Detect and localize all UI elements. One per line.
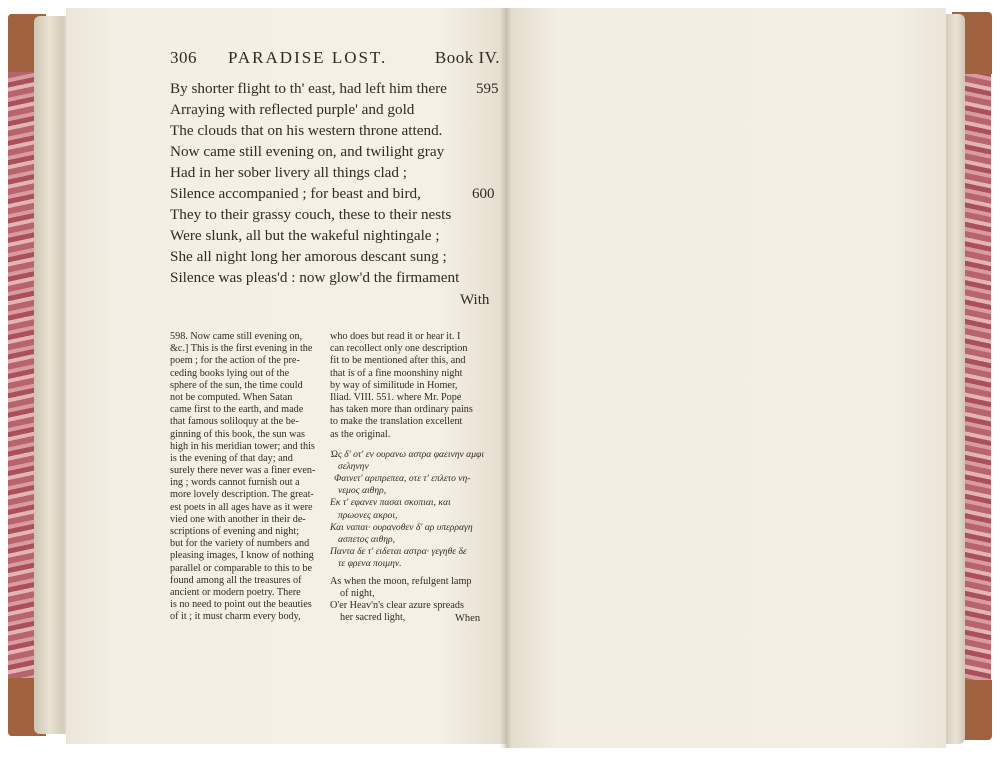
note-line: not be computed. When Satan — [170, 391, 293, 403]
note-line: found among all the treasures of — [170, 574, 302, 586]
note-line: scriptions of evening and night; — [170, 526, 300, 537]
verse-line: Were slunk, all but the wakeful nightingale ; — [170, 227, 440, 244]
note-line: came first to the earth, and made — [170, 404, 304, 416]
note-line: surely there never was a finer even- — [170, 465, 316, 477]
note-line: ceding books lying out of the — [170, 367, 290, 379]
notes-column-left — [170, 331, 325, 624]
note-line: as the original. — [330, 428, 391, 440]
note-line: vied one with another in their de- — [170, 513, 306, 525]
note-line: est poets in all ages have as it were — [170, 501, 313, 513]
note-line: that is of a fine moonshiny night — [330, 367, 463, 379]
translation-line: of night, — [340, 587, 375, 599]
note-line: that famous soliloquy at the be- — [170, 416, 299, 428]
note-line: by way of similitude in Homer, — [330, 379, 458, 391]
greek-quote-line: Φαινετ' αριπρεπεα, οτε τ' επλετο νη- — [334, 473, 471, 485]
greek-quote-line: ασπετος αιθηρ, — [338, 534, 396, 545]
running-head — [170, 48, 500, 72]
verse-line: Silence accompanied ; for beast and bird, 600 — [170, 183, 500, 204]
note-line: has taken more than ordinary pains — [330, 404, 473, 416]
translation-line: her sacred light, — [340, 612, 406, 624]
note-line: poem ; for the action of the pre- — [170, 355, 300, 367]
running-title: PARADISE LOST. — [228, 48, 388, 67]
book-gutter — [500, 8, 512, 748]
note-line: high in his meridian tower; and this — [170, 440, 315, 452]
greek-quote-line: Ὡς δ' οτ' εν ουρανω αστρα φαεινην αμφι — [330, 448, 484, 460]
verse-line: Arraying with reflected purple' and gold — [170, 101, 415, 118]
note-line: 598. Now came still evening on, — [170, 331, 303, 342]
note-line: who does but read it or hear it. I — [330, 331, 461, 342]
page-number: 306 — [170, 48, 197, 67]
note-line: is the evening of that day; and — [170, 452, 293, 464]
greek-quote-line: Και ναπαι· ουρανοθεν δ' αρ υπερραγη — [330, 521, 473, 533]
line-number: 595 — [476, 81, 499, 97]
note-line: parallel or comparable to this to be — [170, 562, 313, 574]
notes-column-right — [330, 331, 490, 624]
note-line: ginning of this book, the sun was — [170, 428, 305, 440]
notes-catchword: When — [455, 613, 481, 624]
note-line: sphere of the sun, the time could — [170, 379, 303, 391]
verse-line: She all night long her amorous descant sung ; — [170, 248, 447, 265]
note-line: pleasing images, I know of nothing — [170, 550, 314, 562]
note-line: to make the translation excellent — [330, 416, 463, 428]
note-line: of it ; it must charm every body, — [170, 611, 301, 623]
greek-quote-line: Παντα δε τ' ειδεται αστρα· γεγηθε δε — [330, 546, 467, 558]
book-label: Book IV. — [434, 48, 500, 67]
verse-line: Silence was pleas'd : now glow'd the firmament — [170, 269, 460, 286]
greek-quote-line: νεμος αιθηρ, — [338, 485, 387, 497]
greek-quote-line: πρωονες ακροι, — [338, 509, 398, 521]
note-line: &c.] This is the first evening in the — [170, 343, 313, 355]
translation-line: As when the moon, refulgent lamp — [330, 575, 472, 587]
verse-line: Now came still evening on, and twilight gray — [170, 143, 445, 160]
verse-line: The clouds that on his western throne attend. — [170, 122, 443, 139]
line-number: 600 — [472, 186, 495, 202]
note-line: Iliad. VIII. 551. where Mr. Pope — [330, 391, 462, 403]
note-line: fit to be mentioned after this, and — [330, 355, 466, 367]
greek-quote-line: Εκ τ' εφανεν πασαι σκοπιαι, και — [330, 497, 451, 509]
translation-line: O'er Heav'n's clear azure spreads — [330, 599, 464, 611]
verse-line: By shorter flight to th' east, had left him there 595 — [170, 78, 500, 99]
verse-line: Had in her sober livery all things clad ; — [170, 164, 408, 181]
greek-quote-line: τε φρενα ποιμην. — [338, 558, 402, 570]
note-line: but for the variety of numbers and — [170, 538, 310, 550]
greek-quote-line: σεληνην — [338, 460, 369, 472]
note-line: more lovely description. The great- — [170, 489, 314, 501]
note-line: can recollect only one description — [330, 343, 468, 355]
verse-line: They to their grassy couch, these to their nests — [170, 206, 452, 223]
verse-catchword: With — [460, 292, 490, 308]
note-line: ing ; words cannot furnish out a — [170, 477, 300, 489]
note-line: ancient or modern poetry. There — [170, 586, 301, 598]
right-page-blank — [506, 8, 946, 748]
verse-block — [170, 78, 500, 288]
note-line: is no need to point out the beauties — [170, 599, 312, 611]
